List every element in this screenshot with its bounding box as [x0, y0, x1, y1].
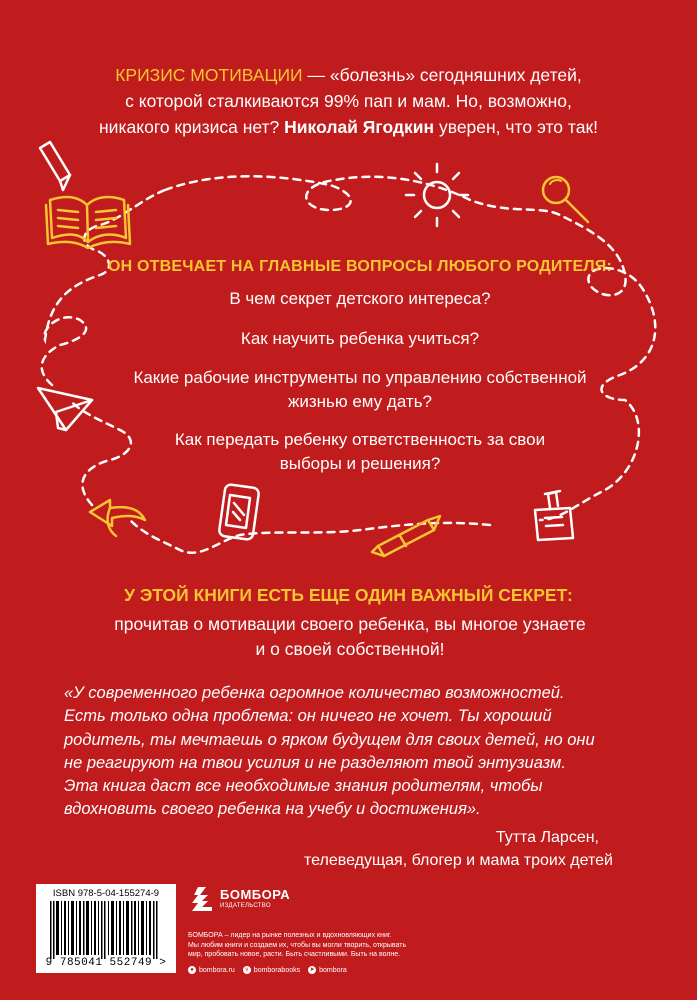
magnifier-icon: [543, 177, 588, 222]
questions-heading: ОН ОТВЕЧАЕТ НА ГЛАВНЫЕ ВОПРОСЫ ЛЮБОГО РОДИТЕЛЯ:: [107, 258, 613, 275]
quote-line-4: не реагируют на твои усилия и не разделяют твой энтузиазм.: [64, 753, 566, 772]
question-4-line-1: Как передать ребенку ответственность за свои: [174, 430, 546, 449]
secret-heading: У ЭТОЙ КНИГИ ЕСТЬ ЕЩЕ ОДИН ВАЖНЫЙ СЕКРЕТ:: [124, 585, 573, 605]
phone-icon: [219, 484, 260, 540]
question-1: В чем секрет детского интереса?: [229, 289, 491, 308]
intro-part1: — «болезнь» сегодняшних детей,: [302, 65, 582, 85]
pen-icon: [40, 142, 70, 190]
intro-line3a: никакого кризиса нет?: [99, 117, 285, 137]
globe-icon: ●: [188, 966, 196, 974]
social-telegram[interactable]: [308, 966, 347, 974]
intro-highlight: КРИЗИС МОТИВАЦИИ: [115, 65, 303, 85]
isbn-barcode: [36, 884, 176, 973]
quote-line-1: «У современного ребенка огромное количество возможностей.: [64, 684, 565, 702]
telegram-icon: ➤: [309, 967, 315, 973]
pencil-icon: [372, 516, 440, 556]
paper-plane-icon: [38, 388, 92, 430]
arrow-icon: [90, 500, 145, 536]
intro-line-2: с которой сталкиваются 99% пап и мам. Но, возможно,: [125, 91, 572, 111]
social-links: [188, 966, 347, 974]
author-description: телеведущая, блогер и мама троих детей: [304, 852, 613, 869]
barcode-digits: 9 785041 552749 >: [45, 957, 167, 969]
social-vk[interactable]: [243, 966, 300, 974]
publisher-subtitle: ИЗДАТЕЛЬСТВО: [220, 903, 271, 909]
blurb-line-2: Мы любим книги и создаем их, чтобы вы могли творить, открывать: [188, 941, 407, 949]
intro-author: Николай Ягодкин: [284, 117, 435, 137]
quote-line-5: Эта книга даст все необходимые знания родителям, чтобы: [64, 777, 543, 796]
question-3-line-1: Какие рабочие инструменты по управлению собственной: [133, 368, 587, 387]
quote-line-3: родитель, ты мечтаешь о ярком будущем для своих детей, но они: [64, 730, 595, 749]
publisher-name: БОМБОРА: [220, 887, 291, 902]
question-3-line-2: жизнью ему дать?: [287, 392, 433, 411]
author-name: Тутта Ларсен,: [495, 829, 599, 846]
social-vk-label: bomborabooks: [253, 966, 301, 974]
quote-author: [304, 826, 613, 872]
question-4: [100, 428, 620, 476]
secret-line-1: прочитав о мотивации своего ребенка, вы многое узнаете: [114, 614, 586, 634]
book-icon: [46, 197, 130, 248]
social-telegram-label: bombora: [319, 966, 347, 974]
intro-line3b: уверен, что это так!: [434, 117, 598, 137]
quote-line-2: Есть только одна проблема: он ничего не хочет. Ты хороший: [64, 707, 552, 726]
isbn-label: ISBN 978-5-04-155274-9: [52, 888, 160, 899]
dashed-cloud-path: [42, 176, 656, 553]
blurb-line-1: БОМБОРА – лидер на рынке полезных и вдохновляющих книг.: [188, 932, 392, 939]
question-2: Как научить ребенка учиться?: [240, 329, 480, 348]
question-4-line-2: выборы и решения?: [279, 454, 441, 473]
social-website-label: bombora.ru: [199, 966, 235, 974]
testimonial-quote: [64, 682, 634, 822]
quote-line-6: вдохновить своего ребенка на учебу и достижения».: [64, 800, 481, 819]
question-3: [100, 366, 620, 414]
social-website[interactable]: [188, 966, 235, 974]
bombora-logo-icon: [188, 883, 216, 913]
stamp-icon: [535, 491, 573, 540]
publisher-blurb: [188, 931, 478, 960]
secret-text: [80, 612, 620, 662]
secret-line-2: и о своей собственной!: [255, 639, 445, 659]
blurb-line-3: мир, пробовать новое, расти. Быть счастливыми. Быть на волне.: [188, 951, 401, 958]
vk-icon: v: [243, 966, 251, 974]
